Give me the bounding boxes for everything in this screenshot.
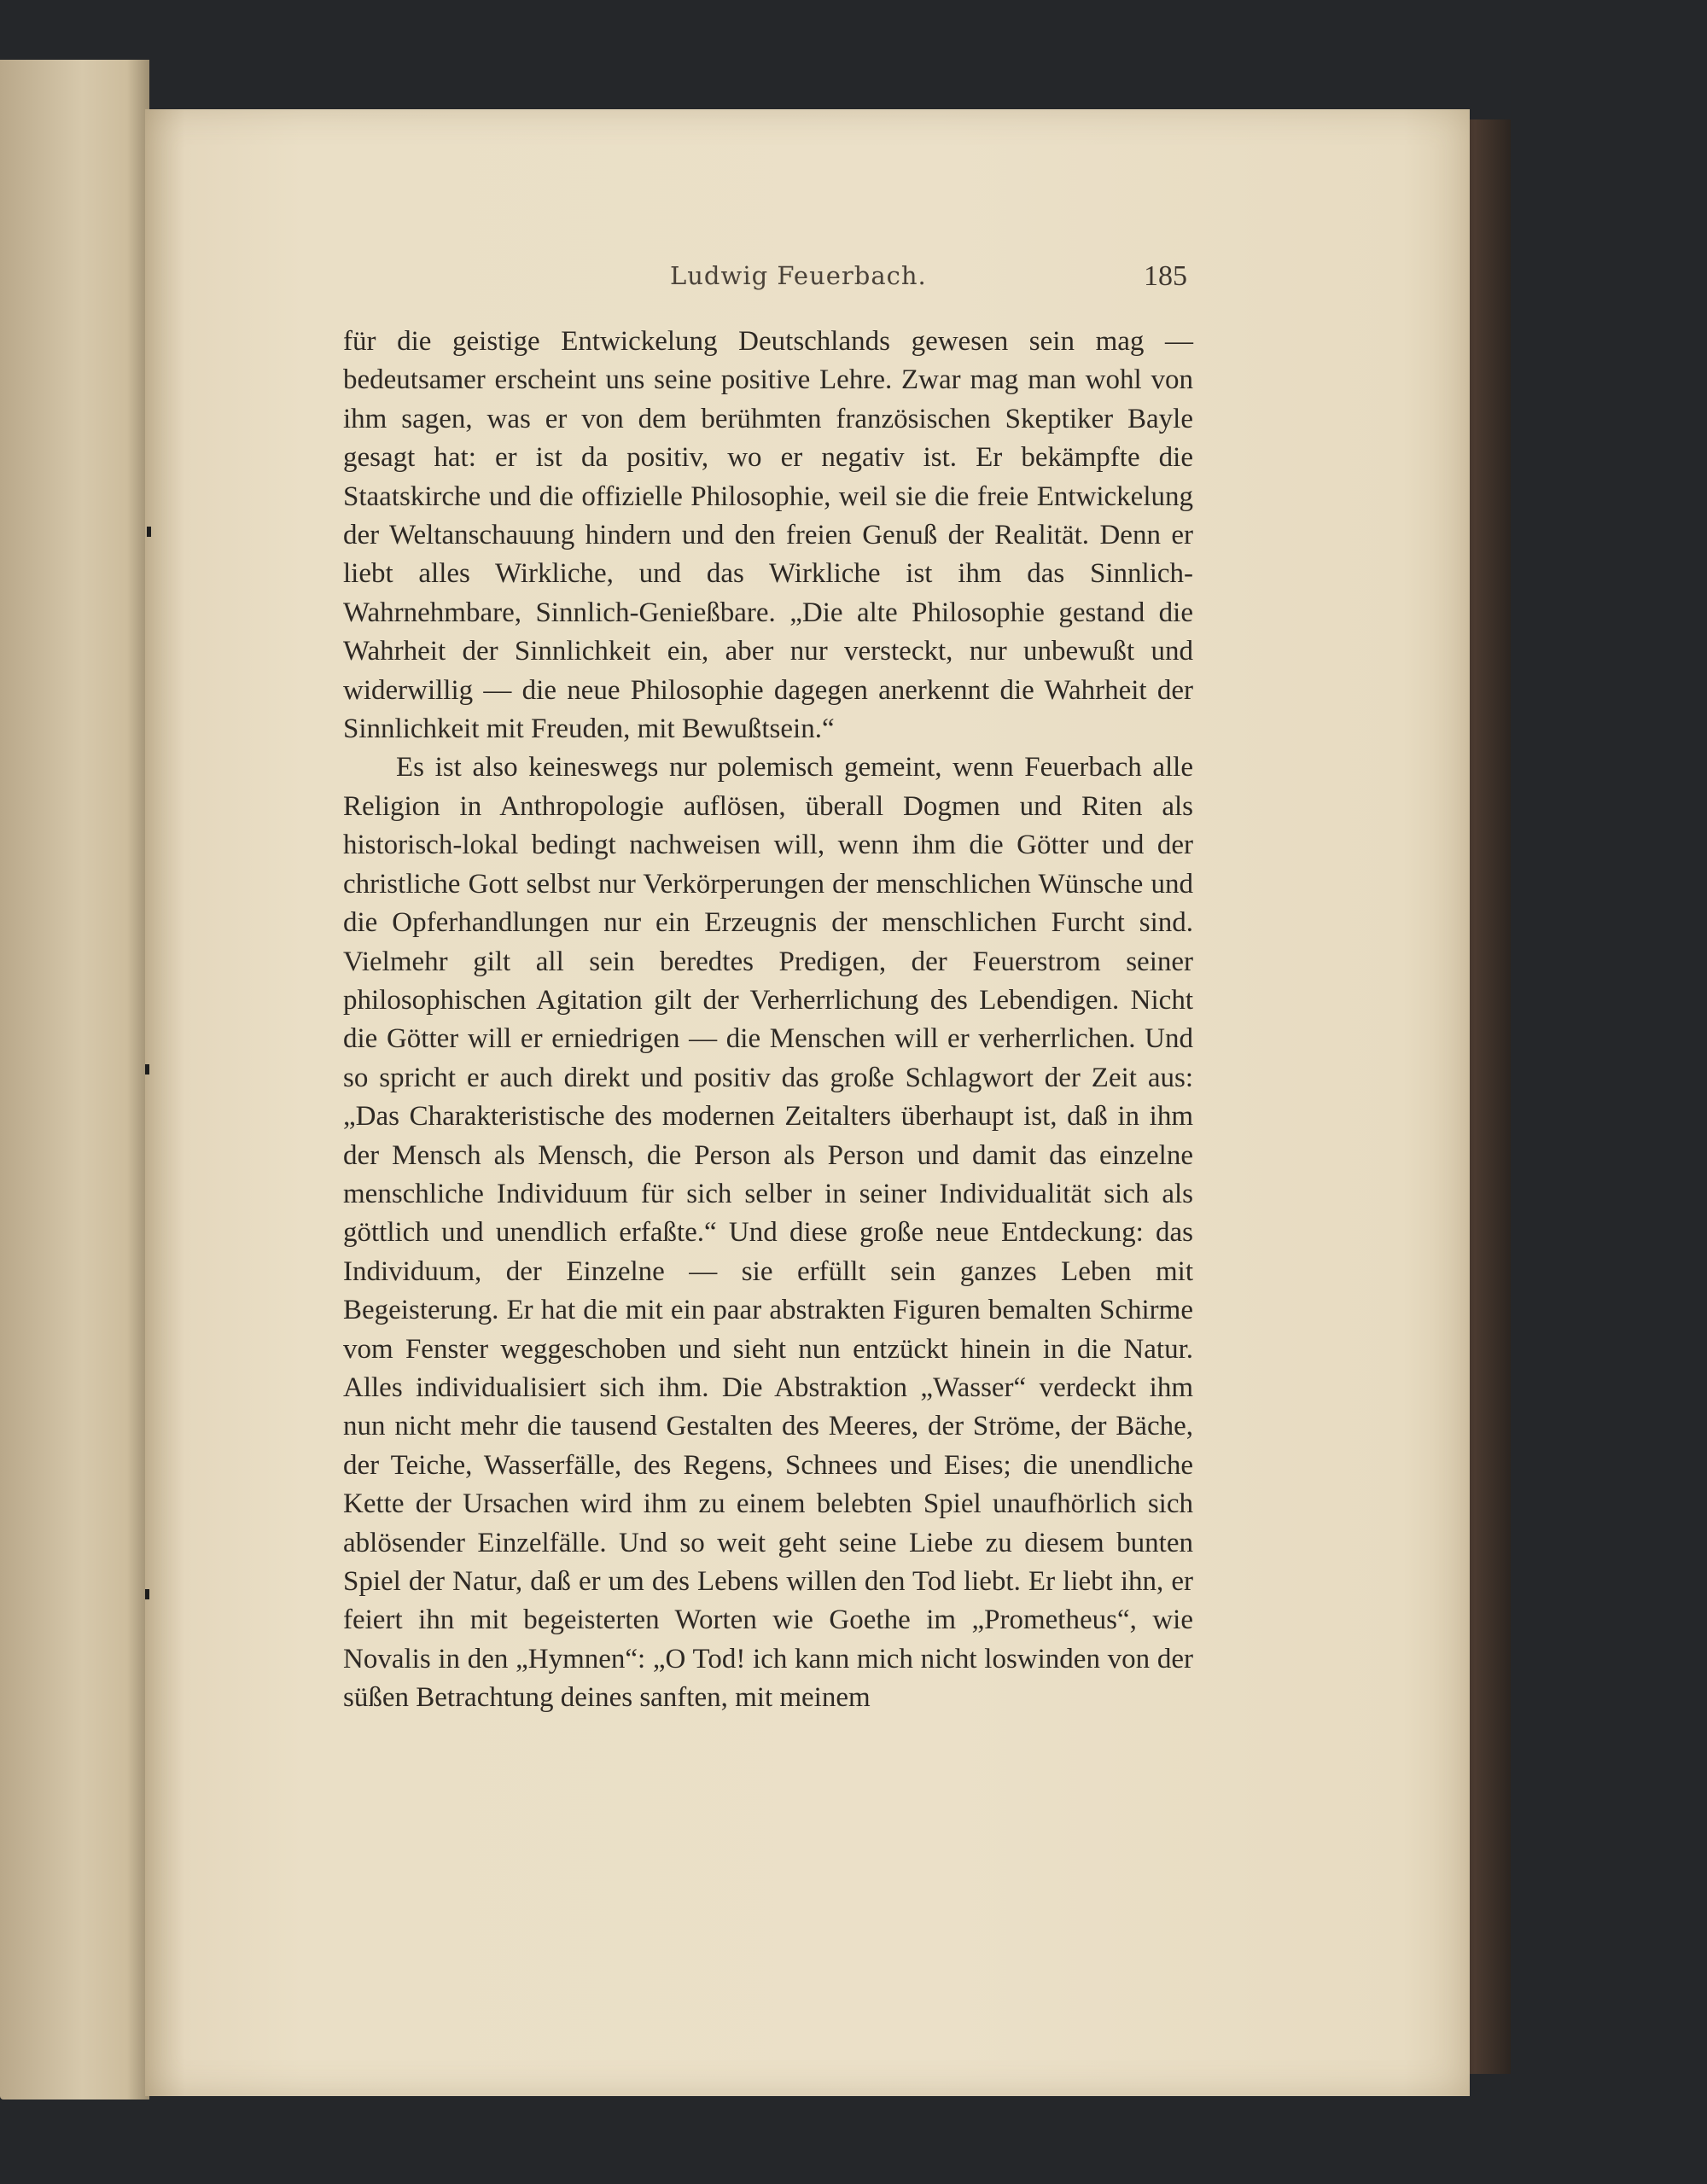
margin-mark [145, 1589, 149, 1599]
previous-page-edge [0, 60, 149, 2100]
paragraph: für die geistige Entwickelung Deutschlands gewesen sein mag — bedeutsamer erscheint uns seine positive Lehre. Zwar mag man wohl von ihm sagen, was er von dem berühmten französischen Skeptiker Bayle gesagt hat: er ist da positiv, wo er negativ ist. Er bekämpfte die Staatskirche und die offizielle Philosophie, weil sie die freie Entwickelung der Weltanschauung hindern und den freien Genuß der Realität. Denn er liebt alles Wirkliche, und das Wirkliche ist ihm das Sinnlich-Wahrnehmbare, Sinnlich-Genießbare. „Die alte Philosophie gestand die Wahrheit der Sinnlichkeit ein, aber nur versteckt, nur unbewußt und widerwillig — die neue Philosophie dagegen anerkennt die Wahrheit der Sinnlichkeit mit Freuden, mit Bewußtsein.“ [343, 326, 1193, 745]
paragraph: Es ist also keineswegs nur polemisch gemeint, wenn Feuerbach alle Religion in Anthropologie auflösen, überall Dogmen und Riten als historisch-lokal bedingt nachweisen will, wenn ihm die Götter und der christliche Gott selbst nur Verkörperungen der menschlichen Wünsche und die Opferhandlungen nur ein Erzeugnis der menschlichen Furcht sind. Vielmehr gilt all sein beredtes Predigen, der Feuerstrom seiner philosophischen Agitation gilt der Verherrlichung des Lebendigen. Nicht die Götter will er erniedrigen — die Menschen will er verherrlichen. Und so spricht er auch direkt und positiv das große Schlagwort der Zeit aus: „Das Charakteristische des modernen Zeitalters überhaupt ist, daß in ihm der Mensch als Mensch, die Person als Person und damit das einzelne menschliche Individuum für sich selber in seiner Individualität sich als göttlich und unendlich erfaßte.“ Und diese große neue Entdeckung: das Individuum, der Einzelne — sie erfüllt sein ganzes Leben mit Begeisterung. Er hat die mit ein paar abstrakten Figuren bemalten Schirme vom Fenster weggeschoben und sieht nun entzückt hinein in die Natur. Alles individualisiert sich ihm. Die Abstraktion „Wasser“ verdeckt ihm nun nicht mehr die tausend Gestalten des Meeres, der Ströme, der Bäche, der Teiche, Wasserfälle, des Regens, Schnees und Eises; die unendliche Kette der Ursachen wird ihm zu einem belebten Spiel unaufhörlich sich ablösender Einzelfälle. Und so weit geht seine Liebe zu diesem bunten Spiel der Natur, daß er um des Lebens willen den Tod liebt. Er liebt ihn, er feiert ihn mit begeisterten Worten wie Goethe im „Prometheus“, wie Novalis in den „Hymnen“: „O Tod! ich kann mich nicht loswinden von der süßen Betrachtung deines sanften, mit meinem [343, 752, 1193, 1714]
page-body-text [343, 323, 1193, 1718]
margin-mark [145, 1064, 149, 1075]
page-number: 185 [1144, 260, 1187, 292]
margin-mark [147, 527, 151, 537]
running-title: Ludwig Feuerbach. [670, 261, 927, 290]
